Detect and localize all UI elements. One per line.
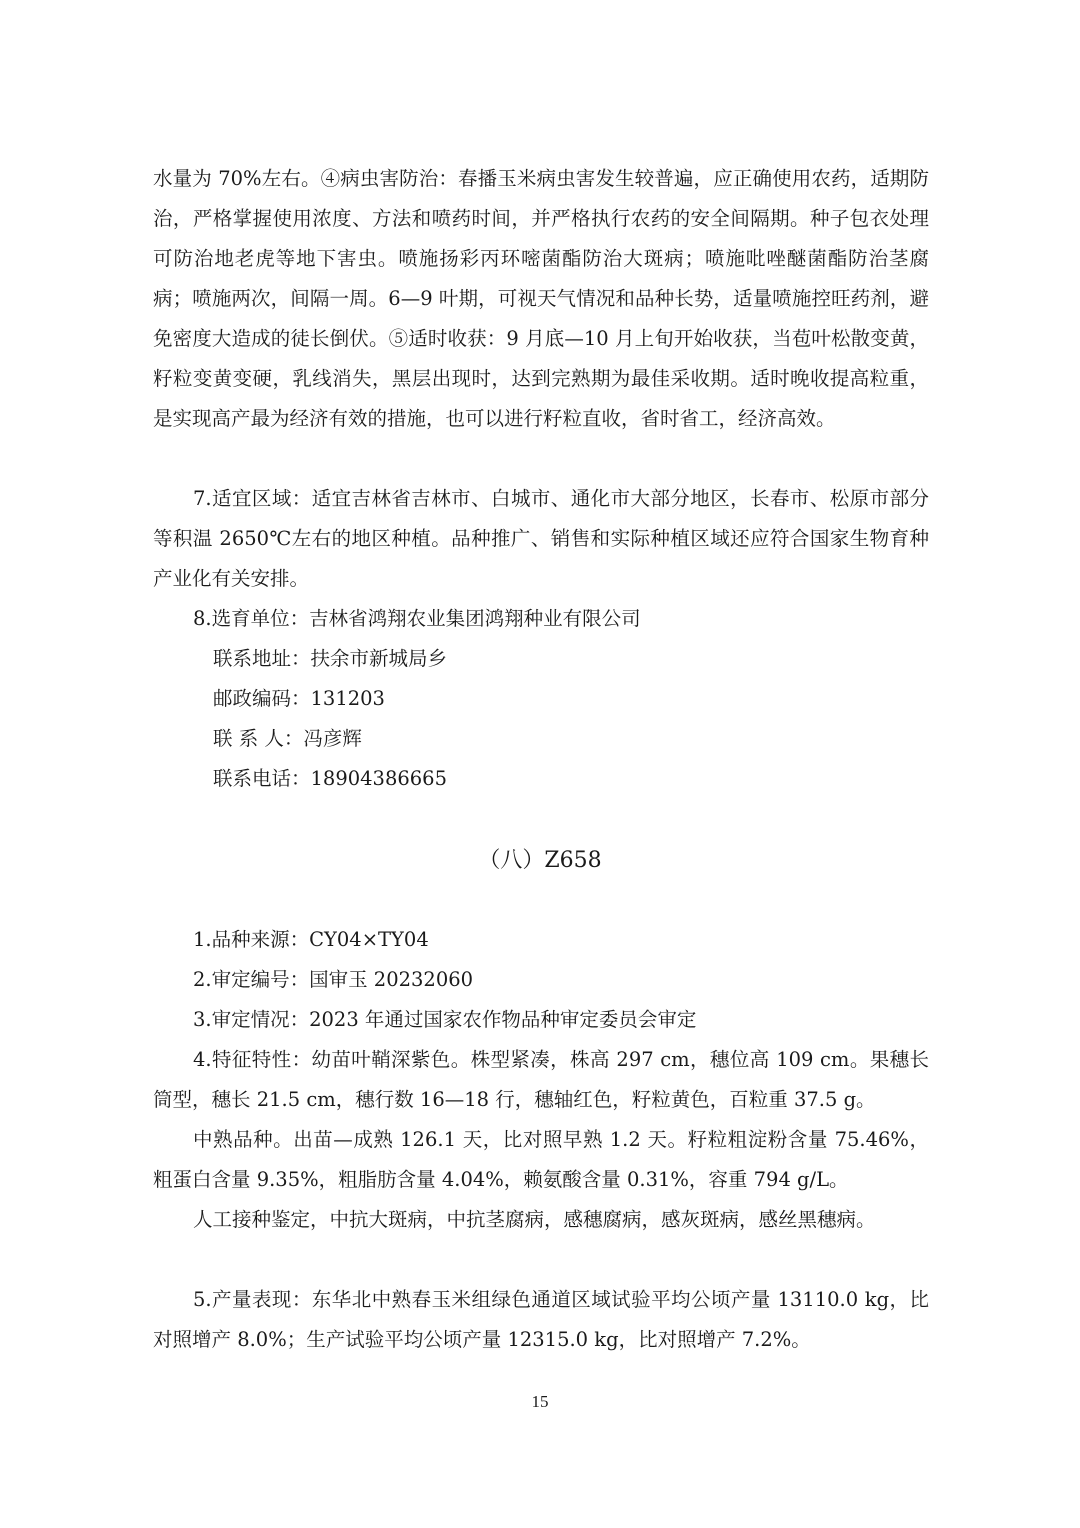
- contact-phone: 联系电话：18904386665: [213, 767, 447, 790]
- variety-approval-status: 3.审定情况：2023 年通过国家农作物品种审定委员会审定: [193, 1008, 697, 1031]
- contact-address: 联系地址：扶余市新城局乡: [213, 647, 448, 670]
- variety-approval-number: 2.审定编号：国审玉 20232060: [193, 968, 474, 991]
- paragraph-breeder: 8.选育单位：吉林省鸿翔农业集团鸿翔种业有限公司: [193, 607, 641, 630]
- section-heading: （八）Z658: [478, 848, 602, 873]
- variety-characteristics: 4.特征特性：幼苗叶鞘深紫色。株型紧凑，株高 297 cm，穗位高 109 cm。果穗长筒型，穗长 21.5 cm，穗行数 16—18 行，穗轴红色，籽粒黄色，百粒重 37.5 g。: [153, 1048, 929, 1111]
- contact-postcode: 邮政编码：131203: [213, 687, 385, 710]
- variety-source: 1.品种来源：CY04×TY04: [193, 928, 429, 951]
- paragraph-pest-control-harvest: 水量为 70%左右。④病虫害防治：春播玉米病虫害发生较普遍，应正确使用农药，适期防治，严格掌握使用浓度、方法和喷药时间，并严格执行农药的安全间隔期。种子包衣处理可防治地老虎等地下害虫。喷施扬彩丙环嘧菌酯防治大斑病；喷施吡唑醚菌酯防治茎腐病；喷施两次，间隔一周。6—9 叶期，可视天气情况和品种长势，适量喷施控旺药剂，避免密度大造成的徒长倒伏。⑤适时收获：9 月底—10 月上旬开始收获，当苞叶松散变黄，籽粒变黄变硬，乳线消失，黑层出现时，达到完熟期为最佳采收期。适时晚收提高粒重，是实现高产最为经济有效的措施，也可以进行籽粒直收，省时省工，经济高效。: [153, 167, 929, 430]
- variety-maturity-quality: 中熟品种。出苗—成熟 126.1 天，比对照早熟 1.2 天。籽粒粗淀粉含量 75.46%，粗蛋白含量 9.35%，粗脂肪含量 4.04%，赖氨酸含量 0.31%，容重 794 g/L。: [153, 1128, 929, 1191]
- variety-disease-resistance: 人工接种鉴定，中抗大斑病，中抗茎腐病，感穗腐病，感灰斑病，感丝黑穗病。: [193, 1208, 876, 1231]
- paragraph-suitable-region: 7.适宜区域：适宜吉林省吉林市、白城市、通化市大部分地区，长春市、松原市部分等积温 2650℃左右的地区种植。品种推广、销售和实际种植区域还应符合国家生物育种产业化有关安排。: [153, 487, 929, 590]
- contact-person: 联 系 人：冯彦辉: [213, 727, 362, 750]
- variety-yield: 5.产量表现：东华北中熟春玉米组绿色通道区域试验平均公顷产量 13110.0 kg，比对照增产 8.0%；生产试验平均公顷产量 12315.0 kg，比对照增产 7.2%。: [153, 1288, 929, 1351]
- page-number: 15: [531, 1392, 549, 1411]
